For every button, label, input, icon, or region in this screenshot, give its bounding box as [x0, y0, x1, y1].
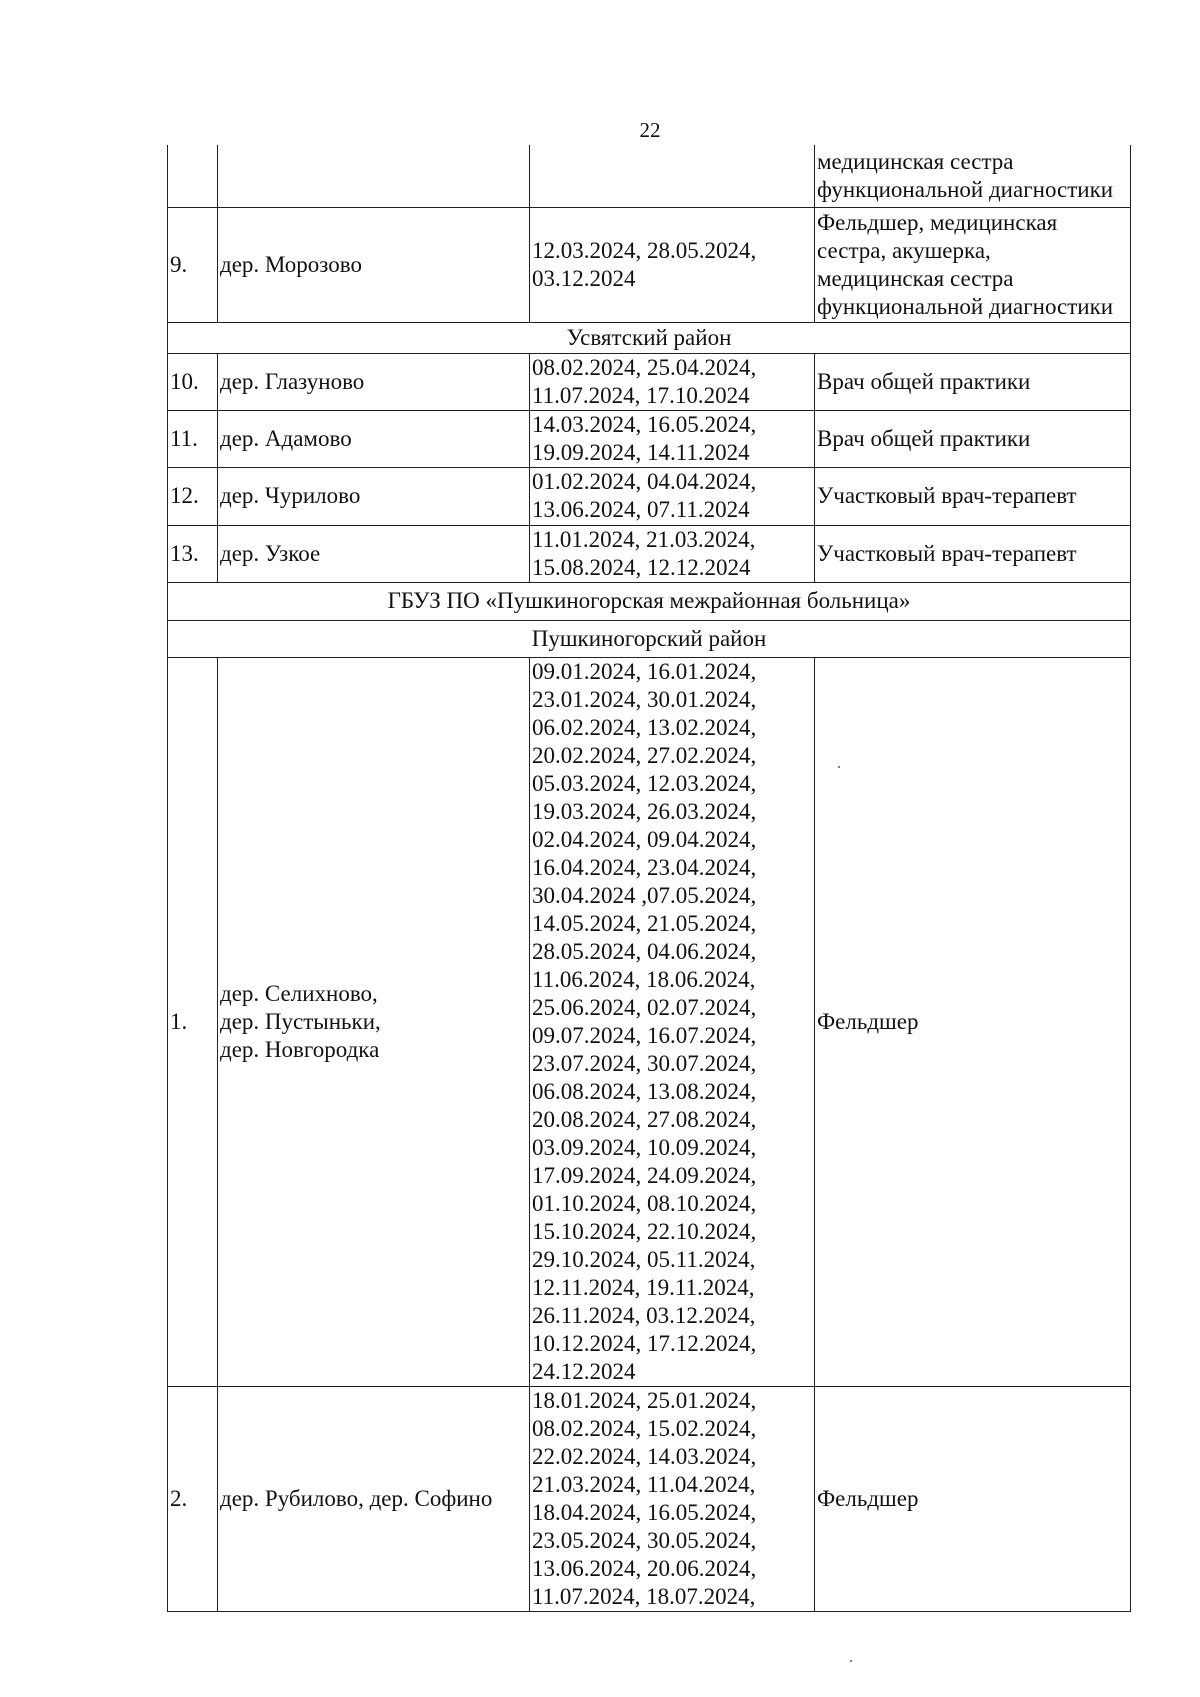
- dates-cell: 01.02.2024, 04.04.2024, 13.06.2024, 07.11.2024: [530, 467, 815, 525]
- dates-cell: 08.02.2024, 25.04.2024, 11.07.2024, 17.10.2024: [530, 353, 815, 410]
- table-row: [168, 467, 1131, 525]
- row-number: 12.: [168, 467, 218, 525]
- table-row: [168, 1386, 1131, 1611]
- section-title: ГБУЗ ПО «Пушкиногорская межрайонная больница»: [168, 582, 1131, 620]
- schedule-body: [168, 145, 1131, 1611]
- row-number: 9.: [168, 207, 218, 322]
- staff-cell: Врач общей практики: [815, 353, 1131, 410]
- table-row: [168, 410, 1131, 467]
- settlement-cell: дер. Селихново, дер. Пустыньки, дер. Новгородка: [218, 657, 530, 1386]
- row-number: 2.: [168, 1386, 218, 1611]
- section-row: [168, 322, 1131, 353]
- table-row: [168, 525, 1131, 582]
- settlement-cell: [218, 145, 530, 207]
- settlement-cell: дер. Узкое: [218, 525, 530, 582]
- scan-speck: [850, 1660, 852, 1662]
- dates-cell: 18.01.2024, 25.01.2024, 08.02.2024, 15.02.2024, 22.02.2024, 14.03.2024, 21.03.2024, 11.04.2024, 18.04.2024, 16.05.2024, 23.05.2024, 30.05.2024, 13.06.2024, 20.06.2024, 11.07.2024, 18.07.2024,: [530, 1386, 815, 1611]
- row-number: 10.: [168, 353, 218, 410]
- table-row: [168, 657, 1131, 1386]
- settlement-cell: дер. Адамово: [218, 410, 530, 467]
- dates-cell: 12.03.2024, 28.05.2024, 03.12.2024: [530, 207, 815, 322]
- section-row: [168, 620, 1131, 657]
- dates-cell: 14.03.2024, 16.05.2024, 19.09.2024, 14.11.2024: [530, 410, 815, 467]
- dates-cell: 09.01.2024, 16.01.2024, 23.01.2024, 30.01.2024, 06.02.2024, 13.02.2024, 20.02.2024, 27.02.2024, 05.03.2024, 12.03.2024, 19.03.2024, 26.03.2024, 02.04.2024, 09.04.2024, 16.04.2024, 23.04.2024, 30.04.2024 ,07.05.2024, 14.05.2024, 21.05.2024, 28.05.2024, 04.06.2024, 11.06.2024, 18.06.2024, 25.06.2024, 02.07.2024, 09.07.2024, 16.07.2024, 23.07.2024, 30.07.2024, 06.08.2024, 13.08.2024, 20.08.2024, 27.08.2024, 03.09.2024, 10.09.2024, 17.09.2024, 24.09.2024, 01.10.2024, 08.10.2024, 15.10.2024, 22.10.2024, 29.10.2024, 05.11.2024, 12.11.2024, 19.11.2024, 26.11.2024, 03.12.2024, 10.12.2024, 17.12.2024, 24.12.2024: [530, 657, 815, 1386]
- staff-cell: Фельдшер: [815, 657, 1131, 1386]
- staff-cell: Врач общей практики: [815, 410, 1131, 467]
- settlement-cell: дер. Чурилово: [218, 467, 530, 525]
- section-title: Пушкиногорский район: [168, 620, 1131, 657]
- scan-speck: [838, 766, 840, 768]
- table-row: [168, 207, 1131, 322]
- row-number: 11.: [168, 410, 218, 467]
- section-title: Усвятский район: [168, 322, 1131, 353]
- settlement-cell: дер. Рубилово, дер. Софино: [218, 1386, 530, 1611]
- table-row: [168, 353, 1131, 410]
- schedule-table: [167, 145, 1131, 1612]
- staff-cell: Участковый врач-терапевт: [815, 525, 1131, 582]
- settlement-cell: дер. Морозово: [218, 207, 530, 322]
- staff-cell: Участковый врач-терапевт: [815, 467, 1131, 525]
- staff-cell: Фельдшер: [815, 1386, 1131, 1611]
- section-row: [168, 582, 1131, 620]
- dates-cell: 11.01.2024, 21.03.2024, 15.08.2024, 12.12.2024: [530, 525, 815, 582]
- row-number: 13.: [168, 525, 218, 582]
- staff-cell: Фельдшер, медицинская сестра, акушерка, медицинская сестра функциональной диагностики: [815, 207, 1131, 322]
- row-number: [168, 145, 218, 207]
- settlement-cell: дер. Глазуново: [218, 353, 530, 410]
- staff-cell: медицинская сестра функциональной диагностики: [815, 145, 1131, 207]
- table-row: [168, 145, 1131, 207]
- page-number: 22: [639, 118, 661, 142]
- row-number: 1.: [168, 657, 218, 1386]
- dates-cell: [530, 145, 815, 207]
